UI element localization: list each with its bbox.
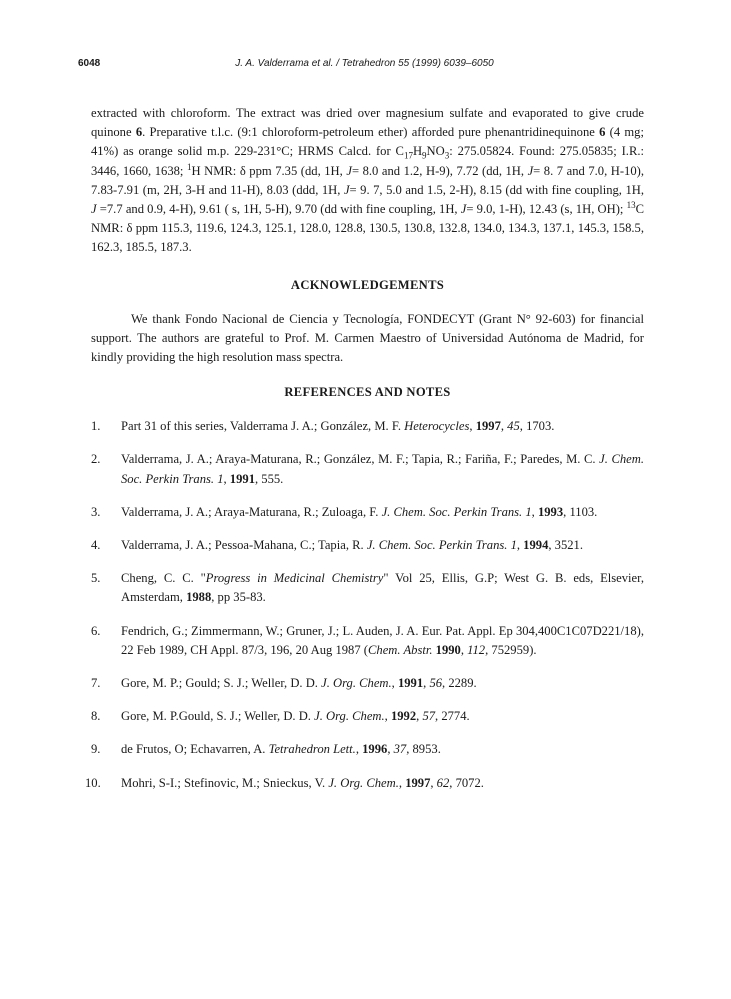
reference-journal: J. Chem. Soc. Perkin Trans. 1	[381, 504, 532, 519]
reference-number: 3.	[91, 504, 101, 519]
reference-text: ,	[516, 538, 524, 553]
reference-number: 10.	[85, 775, 101, 790]
reference-text: ,	[223, 471, 230, 486]
reference-volume: 62	[436, 775, 450, 790]
text-run: C NMR: δ ppm 115.3, 119.6, 124.3, 125.1, 128.0, 128.8, 130.5, 130.8, 132.8, 134.0, 134.3, 137.1, 145.3, 158.5, 162.3, 185.5, 187.3.	[91, 202, 645, 255]
reference-pages: , 1703.	[519, 419, 555, 434]
reference-journal: J. Org. Chem.	[328, 775, 399, 790]
reference-authors: de Frutos, O; Echavarren, A.	[121, 742, 269, 757]
reference-year: 1988	[186, 590, 212, 605]
reference-text: ,	[355, 742, 363, 757]
reference-authors: Gore, M. P.Gould, S. J.; Weller, D. D.	[121, 709, 315, 724]
reference-year: 1991	[397, 676, 424, 691]
reference-text: ,	[416, 709, 423, 724]
reference-text: ,	[430, 775, 437, 790]
reference-pages: , 2289.	[442, 676, 477, 691]
compound-number: 6	[135, 125, 143, 140]
reference-item	[91, 622, 644, 660]
running-header	[78, 58, 651, 72]
reference-text: ,	[469, 419, 476, 434]
text-run: . Preparative t.l.c. (9:1 chloroform-petroleum ether) afforded pure phenantridinequinone	[142, 125, 600, 140]
coupling-symbol: J	[460, 202, 467, 217]
reference-volume: 112	[467, 642, 486, 657]
reference-year: 1990	[435, 642, 461, 657]
text-run: : 275.05824. Found: 275.05835; I.R.: 3446, 1660, 1638;	[91, 144, 644, 178]
reference-text: ,	[531, 504, 538, 519]
reference-authors: Cheng, C. C. "	[121, 571, 206, 586]
reference-item	[91, 417, 644, 436]
reference-number: 1.	[91, 419, 101, 434]
reference-authors: Gore, M. P.; Gould; S. J.; Weller, D. D.	[121, 676, 322, 691]
reference-journal: J. Chem. Soc. Perkin Trans. 1	[366, 538, 517, 553]
reference-authors: Valderrama, J. A.; Araya-Maturana, R.; González, M. F.; Tapia, R.; Fariña, F.; Paredes, M. C.	[121, 452, 600, 467]
reference-pages: , 2774.	[435, 709, 470, 724]
text-run: H NMR: δ ppm 7.35 (dd, 1H,	[191, 163, 347, 178]
reference-year: 1993	[537, 504, 564, 519]
reference-item	[91, 674, 644, 693]
molecular-formula: $C_{17}H_9NO_3$	[395, 144, 450, 161]
reference-text: , 1103.	[563, 504, 598, 519]
reference-authors: Mohri, S-I.; Stefinovic, M.; Snieckus, V.	[121, 775, 329, 790]
reference-journal: J. Org. Chem.	[321, 676, 392, 691]
reference-number: 4.	[91, 538, 101, 553]
text-run: extracted with chloroform. The extract was dried over magnesium sulfate and evaporated to give crude quinone	[91, 106, 644, 140]
coupling-symbol: J	[343, 182, 350, 197]
reference-journal: Progress in Medicinal Chemistry	[205, 571, 384, 586]
coupling-symbol: J	[91, 202, 97, 217]
reference-journal: Chem. Abstr.	[368, 642, 433, 657]
reference-text: ,	[423, 676, 430, 691]
reference-number: 9.	[91, 742, 101, 757]
text-run: = 8.0 and 1.2, H-9), 7.72 (dd, 1H,	[351, 163, 528, 178]
reference-item	[91, 569, 644, 607]
reference-year: 1997	[405, 775, 431, 790]
reference-text: ,	[398, 775, 406, 790]
text-run: = 8. 7 and 7.0, H-10), 7.83-7.91 (m, 2H, 3-H and 11-H), 8.03 (ddd, 1H,	[91, 163, 644, 197]
reference-pages: , 8953.	[406, 742, 441, 757]
reference-text: ,	[460, 642, 468, 657]
reference-number: 2.	[91, 452, 101, 467]
reference-volume: 37	[393, 742, 407, 757]
reference-item	[91, 503, 644, 522]
reference-journal: J. Org. Chem.	[314, 709, 385, 724]
reference-pages: , 7072.	[449, 775, 484, 790]
reference-authors: Fendrich, G.; Zimmermann, W.; Gruner, J.; L. Auden, J. A. Eur. Pat. Appl. Ep 304,400C1C07D221/18), 22 Feb 1989, CH Appl. 87/3, 196, 20 Aug 1987 (	[121, 623, 644, 657]
text-run: =7.7 and 0.9, 4-H), 9.61 ( s, 1H, 5-H), 9.70 (dd with fine coupling, 1H,	[96, 202, 461, 217]
reference-text: ,	[387, 742, 394, 757]
reference-item	[91, 740, 644, 759]
acknowledgements-text: We thank Fondo Nacional de Ciencia y Tecnología, FONDECYT (Grant N° 92-603) for financial support. The authors are grateful to Prof. M. Carmen Maestro of Universidad Autónoma de Madrid, for kindly providing the high resolution mass spectra.	[91, 311, 644, 365]
reference-number: 8.	[91, 709, 101, 724]
reference-pages: , 752959).	[485, 642, 537, 657]
reference-volume: 57	[422, 709, 436, 724]
reference-authors: Part 31 of this series, Valderrama J. A.; González, M. F.	[121, 419, 405, 434]
experimental-paragraph	[91, 104, 644, 258]
reference-text: , 3521.	[548, 538, 583, 553]
reference-list	[85, 417, 644, 793]
reference-year: 1992	[390, 709, 417, 724]
reference-text: , pp 35-83.	[211, 590, 266, 605]
reference-authors: Valderrama, J. A.; Araya-Maturana, R.; Zuloaga, F.	[121, 504, 382, 519]
reference-journal: Tetrahedron Lett.	[268, 742, 356, 757]
references-heading: REFERENCES AND NOTES	[284, 385, 451, 400]
reference-number: 5.	[91, 571, 101, 586]
coupling-symbol: J	[527, 163, 534, 178]
page-number: 6048	[78, 58, 101, 69]
reference-volume: 45	[507, 419, 520, 434]
text-run: (4 mg; 41%) as orange solid m.p. 229-231°C; HRMS Calcd. for	[91, 125, 644, 159]
acknowledgements-heading: ACKNOWLEDGEMENTS	[290, 277, 445, 292]
reference-journal: J. Chem. Soc. Perkin Trans. 1	[121, 452, 644, 486]
reference-item	[91, 536, 644, 555]
reference-journal: Heterocycles	[404, 419, 470, 434]
reference-text: " Vol 25, Ellis, G.P; West G. B. eds, Elsevier, Amsterdam,	[121, 571, 644, 605]
isotope-superscript: 13	[626, 199, 636, 210]
article-body	[85, 104, 645, 807]
compound-number: 6	[599, 125, 606, 140]
reference-item	[85, 774, 644, 793]
isotope-superscript: 1	[186, 161, 192, 172]
running-title: J. A. Valderrama et al. / Tetrahedron 55 (1999) 6039–6050	[235, 58, 494, 69]
reference-volume: 56	[429, 676, 443, 691]
reference-text: ,	[384, 709, 391, 724]
reference-number: 7.	[91, 676, 101, 691]
text-run: = 9. 7, 5.0 and 1.5, 2-H), 8.15 (dd with fine coupling, 1H,	[349, 182, 645, 197]
reference-authors: Valderrama, J. A.; Pessoa-Mahana, C.; Tapia, R.	[121, 538, 367, 553]
text-run: = 9.0, 1-H), 12.43 (s, 1H, OH);	[466, 202, 627, 217]
reference-text: ,	[391, 676, 398, 691]
reference-text: ,	[500, 419, 508, 434]
reference-item	[91, 707, 644, 726]
reference-number: 6.	[91, 623, 101, 638]
coupling-symbol: J	[346, 163, 352, 178]
reference-year: 1996	[362, 742, 388, 757]
reference-year: 1997	[475, 419, 501, 434]
reference-text: , 555.	[254, 471, 284, 486]
reference-item	[91, 450, 644, 488]
reference-year: 1991	[229, 471, 255, 486]
reference-year: 1994	[523, 538, 549, 553]
